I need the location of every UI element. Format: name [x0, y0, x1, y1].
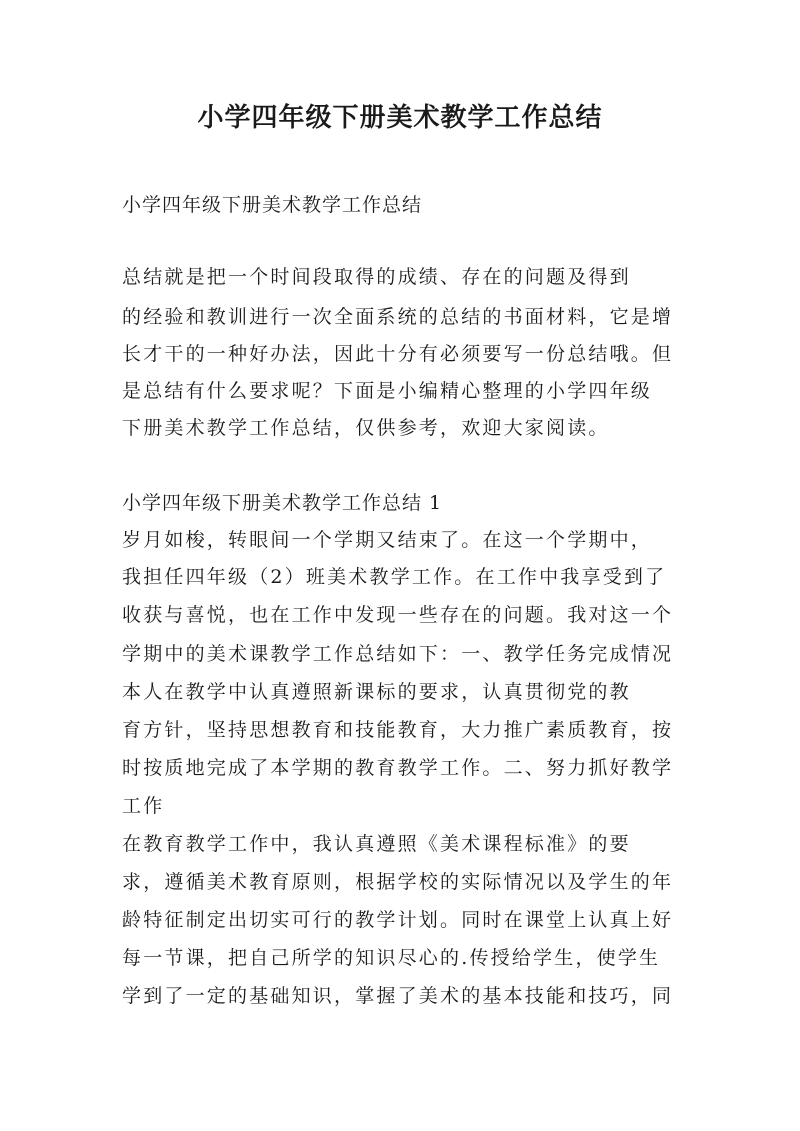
- body-line: 岁月如梭，转眼间一个学期又结束了。在这一个学期中，: [122, 529, 653, 551]
- body-line: 学到了一定的基础知识，掌握了美术的基本技能和技巧，同: [122, 985, 674, 1007]
- body-line: 在教育教学工作中，我认真遵照《美术课程标准》的要: [122, 833, 631, 855]
- body-line: 学期中的美术课教学工作总结如下：一、教学任务完成情况: [122, 643, 674, 665]
- body-line: 时按质地完成了本学期的教育教学工作。二、努力抓好教学: [122, 757, 674, 779]
- body-line: 育方针，坚持思想教育和技能教育，大力推广素质教育，按: [122, 719, 674, 741]
- body-line: 龄特征制定出切实可行的教学计划。同时在课堂上认真上好: [122, 909, 674, 931]
- intro-line: 是总结有什么要求呢？下面是小编精心整理的小学四年级: [122, 380, 653, 402]
- intro-line: 下册美术教学工作总结，仅供参考，欢迎大家阅读。: [122, 417, 610, 439]
- body-line: 工作: [122, 795, 165, 817]
- document-title: 小学四年级下册美术教学工作总结: [197, 103, 603, 133]
- body-line: 本人在教学中认真遵照新课标的要求，认真贯彻党的教: [122, 681, 631, 703]
- intro-line: 总结就是把一个时间段取得的成绩、存在的问题及得到: [122, 266, 631, 288]
- document-subtitle: 小学四年级下册美术教学工作总结: [122, 194, 423, 216]
- body-line: 每一节课，把自己所学的知识尽心的.传授给学生，使学生: [122, 947, 661, 969]
- intro-line: 的经验和教训进行一次全面系统的总结的书面材料，它是增: [122, 306, 674, 328]
- intro-line: 长才干的一种好办法，因此十分有必须要写一份总结哦。但: [122, 343, 674, 365]
- section-heading: 小学四年级下册美术教学工作总结 1: [122, 492, 443, 514]
- body-line: 求，遵循美术教育原则，根据学校的实际情况以及学生的年: [122, 871, 674, 893]
- body-line: 收获与喜悦，也在工作中发现一些存在的问题。我对这一个: [122, 604, 674, 626]
- body-line: 我担任四年级（2）班美术教学工作。在工作中我享受到了: [122, 566, 667, 588]
